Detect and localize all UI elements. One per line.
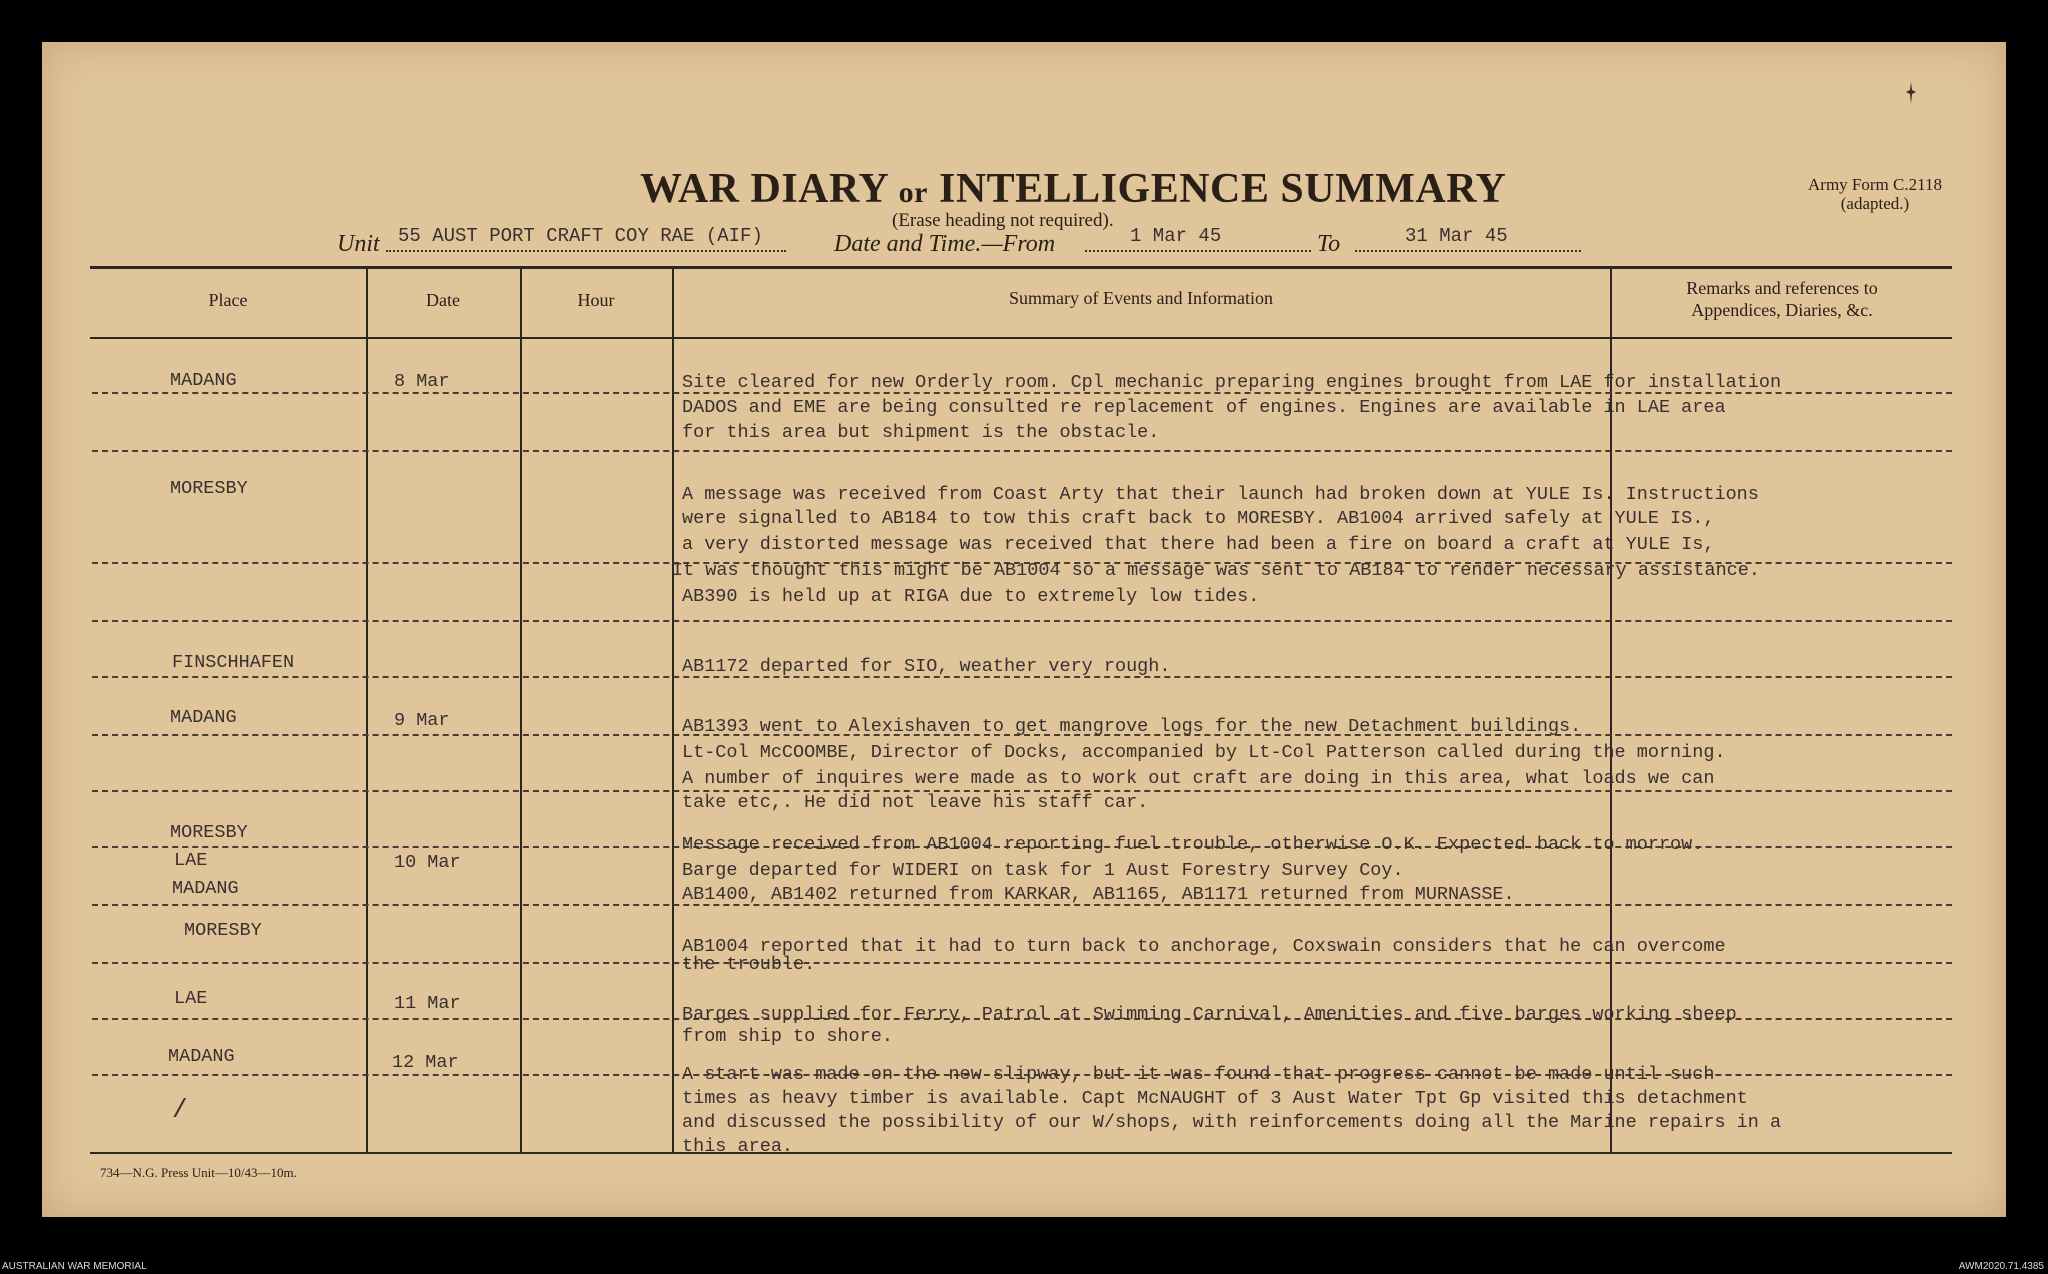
row-rule bbox=[92, 620, 1952, 622]
summary-line: A number of inquires were made as to work out craft are doing in this area, what loads we can bbox=[682, 768, 1715, 789]
form-title bbox=[640, 165, 1506, 213]
table-bottom-border bbox=[90, 1152, 1952, 1154]
header-date: Date bbox=[426, 290, 460, 310]
header-remarks bbox=[1612, 277, 1952, 321]
summary-line: Lt-Col McCOOMBE, Director of Docks, accompanied by Lt-Col Patterson called during the morning. bbox=[682, 742, 1726, 763]
summary-line: It was thought this might be AB1004 so a message was sent to AB184 to render necessary assistance. bbox=[672, 560, 1760, 581]
summary-line: this area. bbox=[682, 1136, 794, 1157]
col-divider-hour bbox=[672, 268, 674, 1153]
place-cell: MADANG bbox=[170, 707, 237, 728]
place-cell: MADANG bbox=[172, 878, 239, 899]
header-remarks-line: Remarks and references to bbox=[1686, 278, 1878, 298]
summary-line: were signalled to AB184 to tow this craft back to MORESBY. AB1004 arrived safely at YULE IS., bbox=[682, 508, 1715, 529]
to-dotted-line bbox=[1355, 250, 1581, 252]
to-value: 31 Mar 45 bbox=[1405, 225, 1508, 247]
summary-line: AB1172 departed for SIO, weather very rough. bbox=[682, 656, 1171, 677]
title-war-diary: WAR DIARY bbox=[640, 166, 888, 212]
unit-label: Unit bbox=[337, 231, 380, 257]
summary-line: AB1400, AB1402 returned from KARKAR, AB1165, AB1171 returned from MURNASSE. bbox=[682, 884, 1515, 905]
from-dotted-line bbox=[1085, 250, 1311, 252]
place-cell: / bbox=[172, 1095, 188, 1125]
summary-line: Site cleared for new Orderly room. Cpl mechanic preparing engines brought from LAE for installation bbox=[682, 372, 1782, 393]
unit-value: 55 AUST PORT CRAFT COY RAE (AIF) bbox=[398, 225, 763, 247]
summary-line: DADOS and EME are being consulted re replacement of engines. Engines are available in LAE area bbox=[682, 397, 1726, 418]
place-cell: MORESBY bbox=[170, 478, 248, 499]
place-cell: LAE bbox=[174, 850, 208, 871]
title-or: or bbox=[898, 176, 928, 209]
summary-line: and discussed the possibility of our W/shops, with reinforcements doing all the Marine repairs in a bbox=[682, 1112, 1782, 1133]
table-header-border bbox=[90, 337, 1952, 339]
date-cell: 12 Mar bbox=[392, 1052, 459, 1073]
army-form-number bbox=[1808, 175, 1942, 213]
col-divider-place bbox=[366, 268, 368, 1153]
summary-line: AB1004 reported that it had to turn back to anchorage, Coxswain considers that he can overcome bbox=[682, 936, 1726, 957]
date-time-label: Date and Time.—From bbox=[834, 231, 1056, 257]
header-place: Place bbox=[208, 290, 248, 310]
row-rule bbox=[92, 450, 1952, 452]
from-value: 1 Mar 45 bbox=[1130, 225, 1222, 247]
header-remarks-line: Appendices, Diaries, &c. bbox=[1691, 300, 1873, 320]
date-cell: 11 Mar bbox=[394, 993, 461, 1014]
place-cell: FINSCHHAFEN bbox=[172, 652, 295, 673]
header-summary: Summary of Events and Information bbox=[1009, 288, 1273, 308]
summary-line: A message was received from Coast Arty that their launch had broken down at YULE Is. Instructions bbox=[682, 484, 1759, 505]
archive-caption-left: AUSTRALIAN WAR MEMORIAL bbox=[2, 1261, 147, 1272]
summary-line: a very distorted message was received that there had been a fire on board a craft at YULE Is, bbox=[682, 534, 1715, 555]
place-cell: LAE bbox=[174, 988, 208, 1009]
summary-line: AB1393 went to Alexishaven to get mangrove logs for the new Detachment buildings. bbox=[682, 716, 1582, 737]
place-cell: MORESBY bbox=[184, 920, 262, 941]
date-cell: 10 Mar bbox=[394, 852, 461, 873]
summary-line: Barge departed for WIDERI on task for 1 Aust Forestry Survey Coy. bbox=[682, 860, 1404, 881]
header-hour: Hour bbox=[577, 290, 615, 310]
date-cell: 8 Mar bbox=[394, 371, 450, 392]
place-cell: MADANG bbox=[170, 370, 237, 391]
to-label: To bbox=[1317, 231, 1341, 257]
erase-note: (Erase heading not required). bbox=[892, 210, 1114, 231]
place-cell: MORESBY bbox=[170, 822, 248, 843]
row-rule bbox=[92, 962, 1952, 964]
archive-caption-right: AWM2020.71.4385 bbox=[1958, 1261, 2044, 1272]
summary-line: take etc,. He did not leave his staff car. bbox=[682, 792, 1149, 813]
summary-line: Barges supplied for Ferry, Patrol at Swimming Carnival, Amenities and five barges working sheep bbox=[682, 1004, 1737, 1025]
summary-line: AB390 is held up at RIGA due to extremely low tides. bbox=[682, 586, 1260, 607]
summary-line: times as heavy timber is available. Capt McNAUGHT of 3 Aust Water Tpt Gp visited this detachment bbox=[682, 1088, 1748, 1109]
col-divider-date bbox=[520, 268, 522, 1153]
summary-line: for this area but shipment is the obstacle. bbox=[682, 422, 1160, 443]
army-form-adapted: (adapted.) bbox=[1840, 194, 1910, 213]
summary-line: Message received from AB1004 reporting fuel trouble, otherwise O.K. Expected back to morrow. bbox=[682, 834, 1704, 855]
summary-line: from ship to shore. bbox=[682, 1026, 893, 1047]
summary-line: A start was made on the new slipway, but it was found that progress cannot be made until such bbox=[682, 1064, 1715, 1085]
unit-dotted-line bbox=[386, 250, 786, 252]
title-intelligence-summary: INTELLIGENCE SUMMARY bbox=[938, 166, 1507, 212]
summary-line: the trouble. bbox=[682, 954, 816, 975]
place-cell: MADANG bbox=[168, 1046, 235, 1067]
table-top-border bbox=[90, 266, 1952, 269]
army-form-line: Army Form C.2118 bbox=[1808, 175, 1942, 194]
printer-imprint: 734—N.G. Press Unit—10/43—10m. bbox=[100, 1165, 297, 1180]
date-cell: 9 Mar bbox=[394, 710, 450, 731]
pin-mark-icon bbox=[1905, 82, 1917, 104]
